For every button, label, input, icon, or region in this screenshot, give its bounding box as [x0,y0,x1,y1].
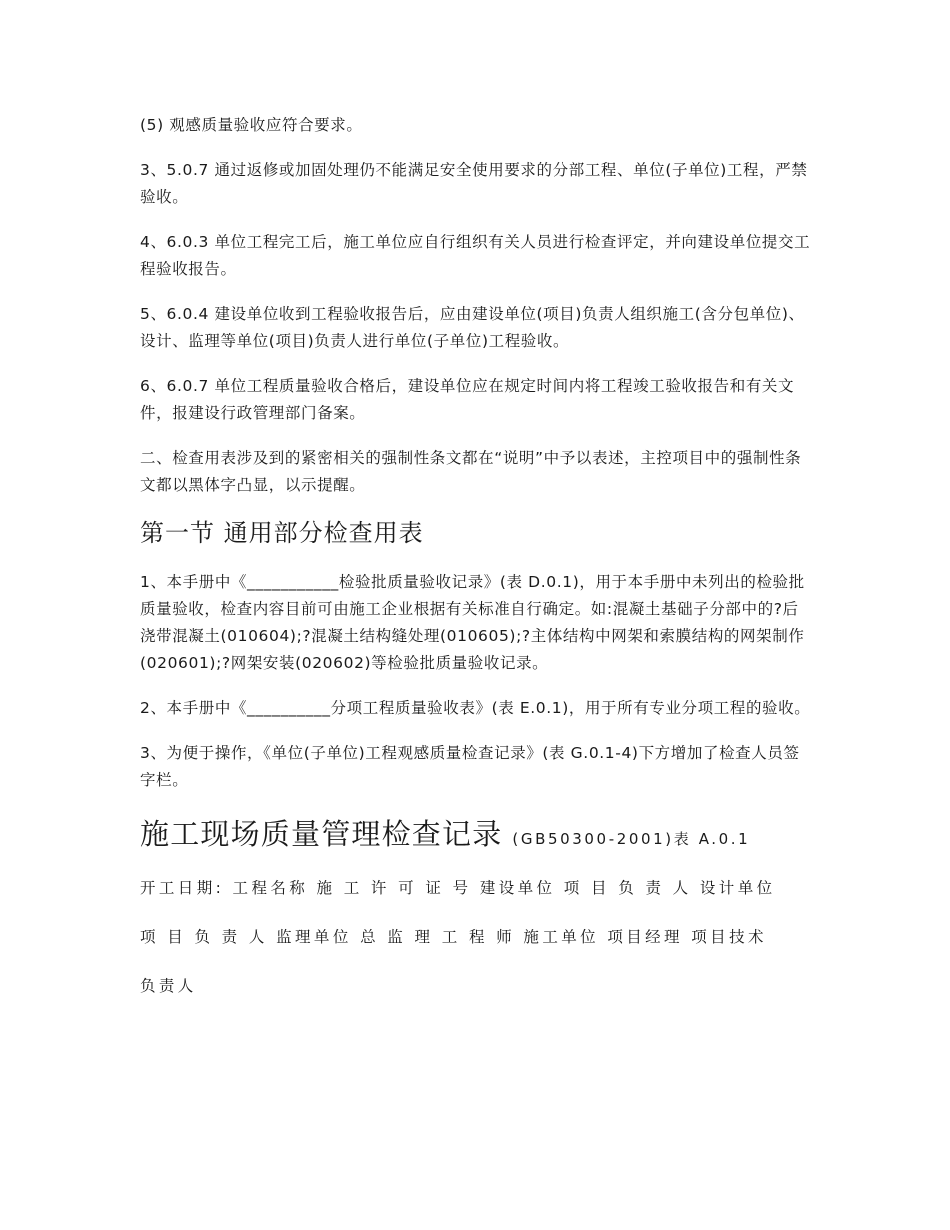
paragraph-table-g-0-1-4: 3、为便于操作，《单位(子单位)工程观感质量检查记录》(表 G.0.1-4)下方增加了检查人员签字栏。 [140,744,800,789]
form-title: 施工现场质量管理检查记录 [140,817,503,851]
paragraph-clause-5-0-7: 3、5.0.7 通过返修或加固处理仍不能满足安全使用要求的分部工程、单位(子单位)工程，严禁验收。 [140,161,808,206]
form-field-line: 项 目 负 责 人 监理单位 总 监 理 工 程 师 施工单位 项目经理 项目技术 [140,928,767,946]
section-title: 第一节 通用部分检查用表 [140,519,424,547]
form-field-line: 开工日期: 工程名称 施 工 许 可 证 号 建设单位 项 目 负 责 人 设计单位 [140,879,776,897]
form-heading [140,812,812,853]
paragraph-mandatory-clauses: 二、检查用表涉及到的紧密相关的强制性条文都在“说明”中予以表述，主控项目中的强制性条文都以黑体字凸显，以示提醒。 [140,449,802,494]
document-page [140,112,812,1022]
paragraph-observed-quality: (5) 观感质量验收应符合要求。 [140,116,363,134]
form-field-line: 负责人 [140,977,197,995]
paragraph-table-d-0-1: 1、本手册中《___________检验批质量验收记录》(表 D.0.1)，用于本手册中未列出的检验批质量验收，检查内容目前可由施工企业根据有关标准自行确定。如:混凝土基础子分部中的?后浇带混凝土(010604);?混凝土结构缝处理(010605);?主体结构中网架和索膜结构的网架制作(020601);?网架安装(020602)等检验批质量验收记录。 [140,573,805,672]
paragraph-clause-6-0-4: 5、6.0.4 建设单位收到工程验收报告后，应由建设单位(项目)负责人组织施工(含分包单位)、设计、监理等单位(项目)负责人进行单位(子单位)工程验收。 [140,305,805,350]
paragraph-clause-6-0-7: 6、6.0.7 单位工程质量验收合格后，建设单位应在规定时间内将工程竣工验收报告和有关文件，报建设行政管理部门备案。 [140,377,795,422]
form-subtitle: (GB50300-2001)表 A.0.1 [512,830,751,848]
paragraph-clause-6-0-3: 4、6.0.3 单位工程完工后，施工单位应自行组织有关人员进行检查评定，并向建设单位提交工程验收报告。 [140,233,811,278]
paragraph-table-e-0-1: 2、本手册中《__________分项工程质量验收表》(表 E.0.1)，用于所有专业分项工程的验收。 [140,699,811,717]
